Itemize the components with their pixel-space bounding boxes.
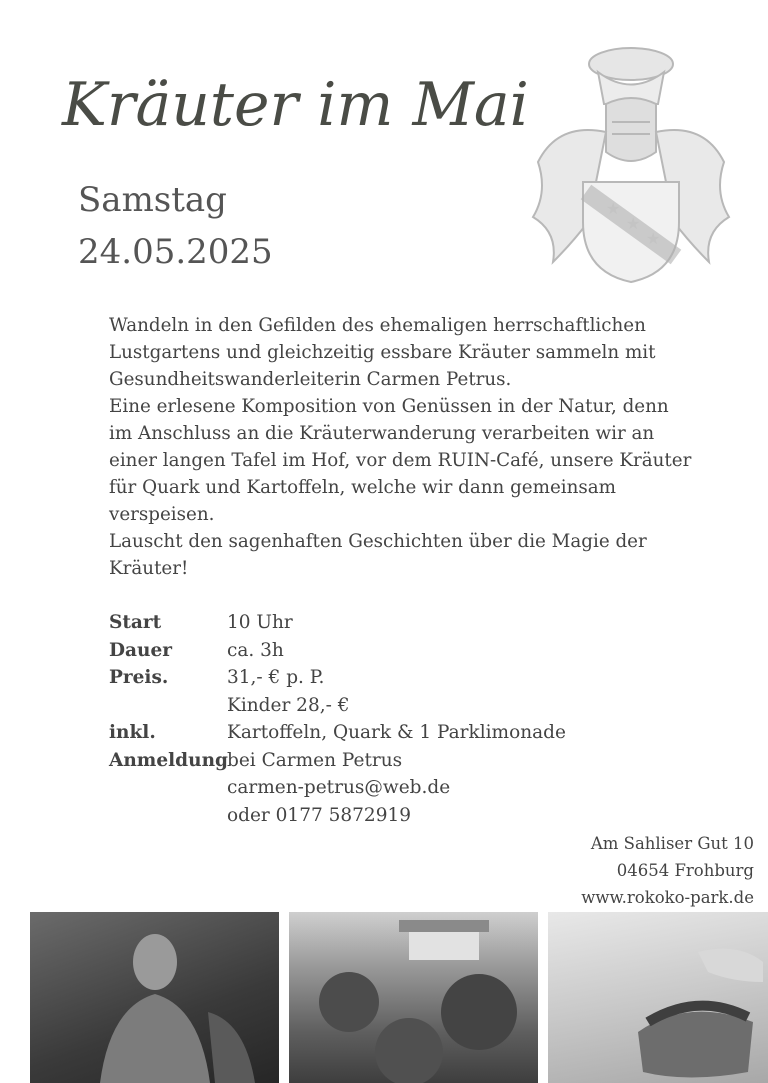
address-street: Am Sahliser Gut 10	[590, 834, 754, 853]
address-web: www.rokoko-park.de	[581, 888, 754, 907]
description-line: Eine erlesene Komposition von Genüssen in der Natur, denn	[109, 396, 669, 417]
detail-inkl	[109, 719, 566, 747]
photo-aerial-park	[289, 912, 538, 1083]
photo-statue	[30, 912, 279, 1083]
event-description	[109, 312, 709, 582]
detail-label: Anmeldung	[109, 749, 228, 771]
detail-kinder	[109, 692, 566, 720]
detail-email	[109, 774, 566, 802]
coat-of-arms-icon	[528, 42, 734, 286]
detail-label: inkl.	[109, 722, 156, 743]
event-details	[109, 609, 566, 829]
description-line: für Quark und Kartoffeln, welche wir dann gemeinsam	[109, 477, 617, 498]
detail-value: ca. 3h	[227, 639, 284, 661]
detail-label: Start	[109, 612, 162, 633]
detail-value: Kartoffeln, Quark & 1 Parklimonade	[227, 722, 566, 743]
statue-photo-icon	[30, 912, 279, 1083]
photo-herb-basket	[548, 912, 768, 1083]
detail-value: Kinder 28,- €	[227, 694, 350, 716]
detail-value: 31,- € p. P.	[227, 667, 325, 688]
detail-preis	[109, 664, 566, 692]
svg-text:★: ★	[606, 199, 621, 218]
address-block	[581, 830, 754, 911]
description-line: im Anschluss an die Kräuterwanderung verarbeiten wir an	[109, 423, 655, 444]
aerial-photo-icon	[289, 912, 538, 1083]
description-line: Lustgartens und gleichzeitig essbare Kräuter sammeln mit	[109, 342, 656, 363]
contact-email: carmen-petrus@web.de	[227, 777, 451, 798]
detail-label: Preis.	[109, 667, 169, 688]
detail-value: 10 Uhr	[227, 612, 293, 633]
description-line: Gesundheitswanderleiterin Carmen Petrus.	[109, 369, 512, 390]
detail-value: bei Carmen Petrus	[227, 749, 403, 771]
detail-label: Dauer	[109, 639, 172, 661]
description-line: Kräuter!	[109, 558, 189, 579]
basket-photo-icon	[548, 912, 768, 1083]
detail-phone	[109, 802, 566, 830]
description-line: einer langen Tafel im Hof, vor dem RUIN-Café, unsere Kräuter	[109, 450, 692, 471]
page-title: Kräuter im Mai	[62, 70, 529, 140]
description-line: verspeisen.	[109, 504, 215, 525]
detail-anmeldung	[109, 747, 566, 775]
svg-text:★: ★	[626, 214, 641, 233]
contact-phone: oder 0177 5872919	[227, 804, 412, 826]
svg-text:★: ★	[646, 229, 661, 248]
detail-dauer	[109, 637, 566, 665]
detail-start	[109, 609, 566, 637]
description-line: Lauscht den sagenhaften Geschichten über die Magie der	[109, 531, 647, 552]
address-city: 04654 Frohburg	[616, 861, 754, 880]
description-line: Wandeln in den Gefilden des ehemaligen herrschaftlichen	[109, 315, 646, 336]
event-day: Samstag	[78, 180, 227, 220]
event-date: 24.05.2025	[78, 232, 273, 272]
